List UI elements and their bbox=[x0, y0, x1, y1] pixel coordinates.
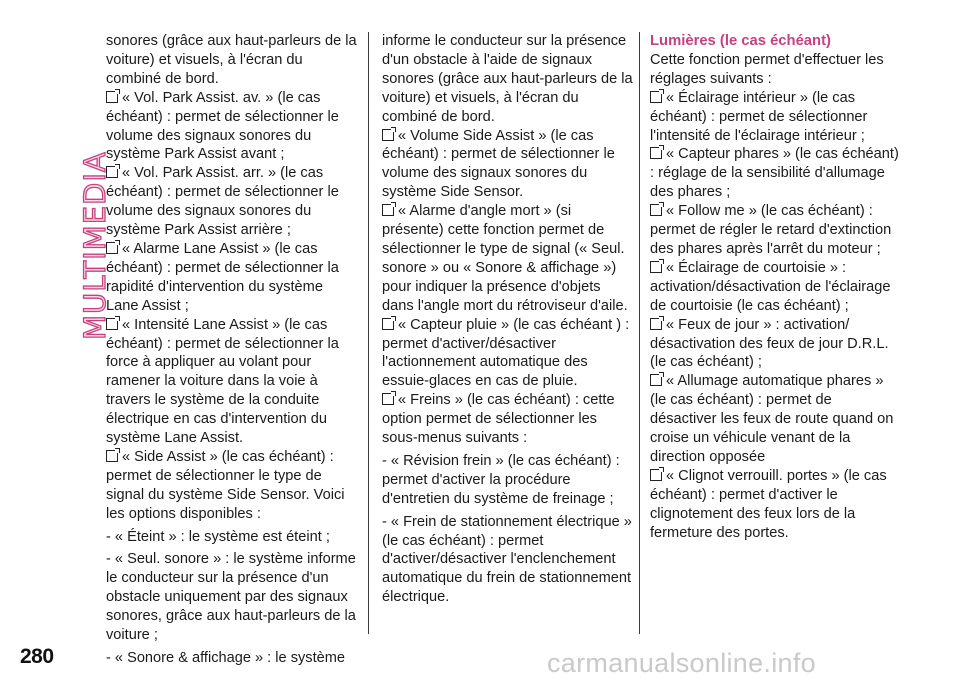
menu-option-icon bbox=[106, 318, 118, 330]
menu-option-icon bbox=[650, 204, 662, 216]
section-heading: Lumières (le cas échéant) bbox=[650, 33, 831, 49]
paragraph-text: - « Éteint » : le système est éteint ; bbox=[106, 528, 330, 545]
paragraph-text: « Freins » (le cas échéant) : cette option permet de sélectionner les sous-menus suivants : bbox=[382, 392, 615, 447]
body-paragraph bbox=[106, 32, 358, 89]
section-side-title-text: MULTIMEDIA bbox=[78, 151, 112, 340]
menu-option-paragraph bbox=[106, 448, 358, 524]
paragraph-text: « Allumage automatique phares » (le cas échéant) : permet de désactiver les feux de route quand on croise un véhicule venant de la direction opposée bbox=[650, 373, 894, 465]
paragraph-text: « Follow me » (le cas échéant) : permet de régler le retard d'extinction des phares après l'arrêt du moteur ; bbox=[650, 203, 892, 257]
menu-option-icon bbox=[650, 147, 662, 159]
body-paragraph bbox=[106, 649, 358, 668]
paragraph-text: « Intensité Lane Assist » (le cas échéant) : permet de sélectionner la force à appliquer au volant pour ramener la voiture dans la voie à travers le système de la conduite électrique en cas d'intervention du système Lane Assist. bbox=[106, 316, 339, 447]
column-divider-2 bbox=[639, 32, 640, 634]
paragraph-text: - « Seul. sonore » : le système informe le conducteur sur la présence d'un obstacle uniquement par des signaux sonores, grâce aux haut-parleurs de la voiture ; bbox=[106, 551, 356, 644]
text-column-2 bbox=[382, 32, 634, 607]
paragraph-text: « Capteur pluie » (le cas échéant ) : permet d'activer/désactiver l'actionnement automatique des essuie-glaces en cas de pluie. bbox=[382, 316, 630, 390]
menu-option-paragraph bbox=[106, 316, 358, 448]
paragraph-text: « Side Assist » (le cas échéant) : permet de sélectionner le type de signal du système Side Sensor. Voici les options disponibles : bbox=[106, 448, 345, 522]
menu-option-paragraph bbox=[650, 145, 902, 202]
section-side-title bbox=[48, 151, 112, 340]
menu-option-icon bbox=[382, 318, 394, 330]
paragraph-text: informe le conducteur sur la présence d'un obstacle à l'aide de signaux sonores (grâce aux haut-parleurs de la voiture) et visuels, à l'écran du combiné de bord. bbox=[382, 33, 633, 125]
paragraph-text: « Alarme d'angle mort » (si présente) cette fonction permet de sélectionner le type de signal (« Seul. sonore » ou « Sonore & affichage ») pour indiquer la présence d'objets dans l'angle mort du rétroviseur d'aile. bbox=[382, 203, 628, 314]
body-paragraph bbox=[106, 550, 358, 645]
menu-option-icon bbox=[106, 166, 118, 178]
menu-option-icon bbox=[106, 450, 118, 462]
paragraph-text: « Vol. Park Assist. arr. » (le cas échéant) : permet de sélectionner le volume des signaux sonores du système Park Assist arrière ; bbox=[106, 165, 339, 239]
menu-option-paragraph bbox=[650, 202, 902, 259]
paragraph-text: - « Révision frein » (le cas échéant) : permet d'activer la procédure d'entretien du système de freinage ; bbox=[382, 452, 620, 507]
paragraph-text: - « Frein de stationnement électrique » (le cas échéant) : permet d'activer/désactiver l'enclenchement automatique du frein de stationnement électrique. bbox=[382, 513, 632, 606]
watermark-text: carmanualsonline.info bbox=[547, 648, 816, 678]
paragraph-text: « Éclairage de courtoisie » : activation/désactivation de l'éclairage de courtoisie (le cas échéant) ; bbox=[650, 259, 891, 314]
paragraph-text: « Éclairage intérieur » (le cas échéant) : permet de sélectionner l'intensité de l'éclairage intérieur ; bbox=[650, 89, 868, 144]
menu-option-icon bbox=[650, 91, 662, 103]
menu-option-icon bbox=[650, 469, 662, 481]
paragraph-text: « Capteur phares » (le cas échéant) : réglage de la sensibilité d'allumage des phares ; bbox=[650, 146, 899, 201]
menu-option-paragraph bbox=[382, 202, 634, 315]
menu-option-paragraph bbox=[106, 240, 358, 316]
menu-option-paragraph bbox=[650, 316, 902, 373]
menu-option-paragraph bbox=[382, 391, 634, 448]
menu-option-paragraph bbox=[382, 316, 634, 392]
menu-option-paragraph bbox=[106, 164, 358, 240]
page-number: 280 bbox=[20, 645, 54, 668]
paragraph-text: « Vol. Park Assist. av. » (le cas échéant) : permet de sélectionner le volume des signaux sonores du système Park Assist avant ; bbox=[106, 89, 339, 163]
menu-option-icon bbox=[106, 91, 118, 103]
paragraph-text: sonores (grâce aux haut-parleurs de la voiture) et visuels, à l'écran du combiné de bord. bbox=[106, 33, 357, 87]
menu-option-icon bbox=[382, 129, 394, 141]
paragraph-text: « Feux de jour » : activation/ désactivation des feux de jour D.R.L. (le cas échéant) ; bbox=[650, 316, 889, 371]
menu-option-icon bbox=[650, 374, 662, 386]
paragraph-text: « Alarme Lane Assist » (le cas échéant) : permet de sélectionner la rapidité d'intervention du système Lane Assist ; bbox=[106, 240, 339, 314]
paragraph-text: Cette fonction permet d'effectuer les réglages suivants : bbox=[650, 51, 884, 87]
body-paragraph bbox=[382, 32, 634, 127]
column-divider-1 bbox=[368, 32, 369, 634]
body-paragraph bbox=[106, 528, 358, 547]
menu-option-paragraph bbox=[650, 89, 902, 146]
menu-option-paragraph bbox=[650, 259, 902, 316]
menu-option-paragraph bbox=[650, 372, 902, 467]
menu-option-icon bbox=[106, 242, 118, 254]
body-paragraph bbox=[650, 51, 902, 89]
menu-option-paragraph bbox=[106, 89, 358, 165]
text-column-3 bbox=[650, 32, 902, 542]
text-column-1 bbox=[106, 32, 358, 668]
menu-option-paragraph bbox=[382, 127, 634, 203]
paragraph-text: « Volume Side Assist » (le cas échéant) : permet de sélectionner le volume des signaux sonores du système Side Sensor. bbox=[382, 127, 615, 201]
body-paragraph bbox=[382, 452, 634, 509]
paragraph-text: - « Sonore & affichage » : le système bbox=[106, 650, 346, 666]
menu-option-icon bbox=[650, 318, 662, 330]
menu-option-paragraph bbox=[650, 467, 902, 543]
menu-option-icon bbox=[650, 261, 662, 273]
menu-option-icon bbox=[382, 204, 394, 216]
menu-option-icon bbox=[382, 393, 394, 405]
paragraph-text: « Clignot verrouill. portes » (le cas échéant) : permet d'activer le clignotement des feux lors de la fermeture des portes. bbox=[650, 467, 887, 541]
body-paragraph bbox=[382, 513, 634, 608]
